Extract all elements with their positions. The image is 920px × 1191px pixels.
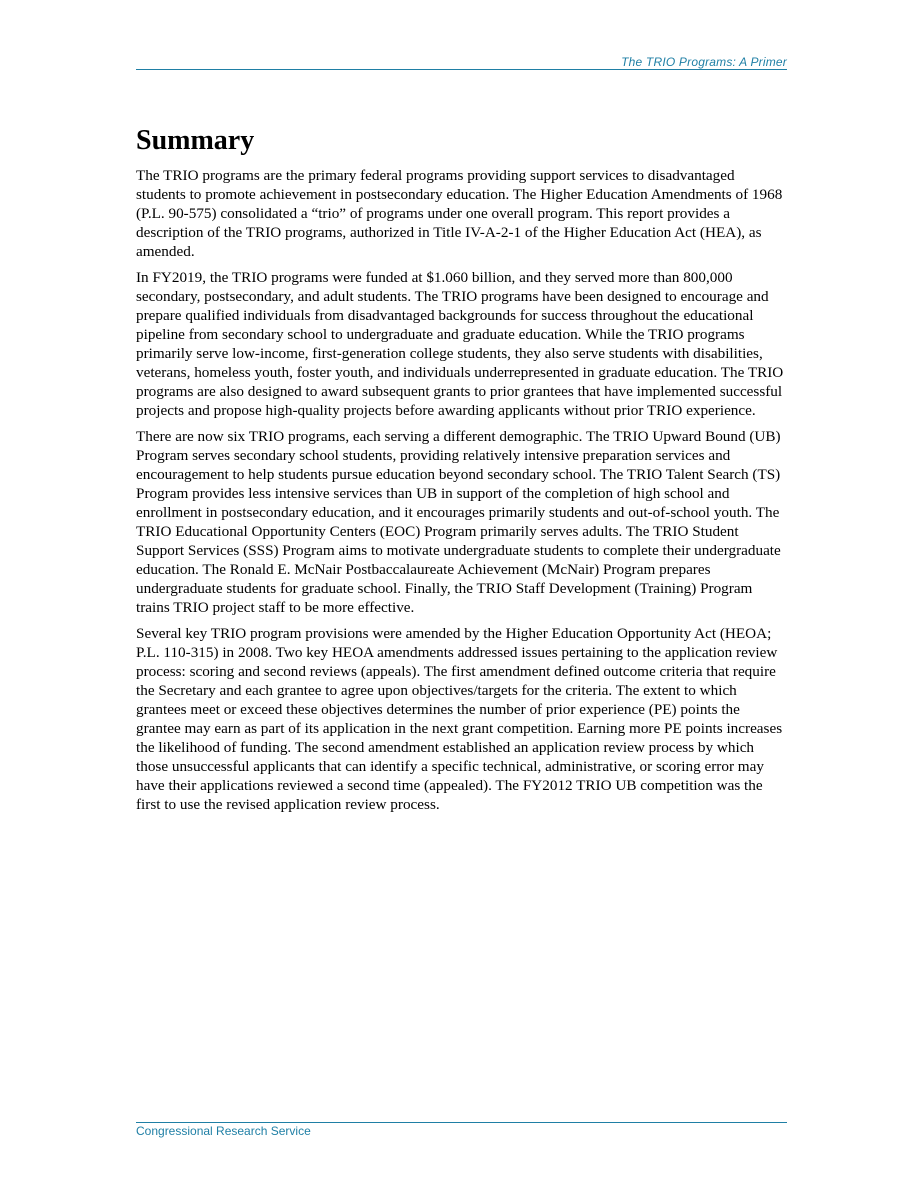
footer-divider bbox=[136, 1122, 787, 1123]
main-content bbox=[136, 124, 788, 821]
header-divider bbox=[136, 69, 787, 70]
summary-paragraph-1: The TRIO programs are the primary federal programs providing support services to disadvantaged students to promote achievement in postsecondary education. The Higher Education Amendments of 1968 (P.L. 90-575) consolidated a “trio” of programs under one overall program. This report provides a description of the TRIO programs, authorized in Title IV-A-2-1 of the Higher Education Act (HEA), as amended. bbox=[136, 167, 783, 260]
running-header: The TRIO Programs: A Primer bbox=[621, 55, 787, 69]
page-title: Summary bbox=[136, 125, 255, 156]
summary-paragraph-4: Several key TRIO program provisions were amended by the Higher Education Opportunity Act (HEOA; P.L. 110-315) in 2008. Two key HEOA amendments addressed issues pertaining to the application review process: scoring and second reviews (appeals). The first amendment defined outcome criteria that require the Secretary and each grantee to agree upon objectives/targets for the criteria. The extent to which grantees meet or exceed these objectives determines the number of prior experience (PE) points the grantee may earn as part of its application in the next grant competition. Earning more PE points increases the likelihood of funding. The second amendment established an application review process by which those unsuccessful applicants that can identify a specific technical, administrative, or scoring error may have their applications reviewed a second time (appealed). The FY2012 TRIO UB competition was the first to use the revised application review process. bbox=[136, 625, 783, 813]
summary-paragraph-3: There are now six TRIO programs, each serving a different demographic. The TRIO Upward Bound (UB) Program serves secondary school students, providing relatively intensive preparation services and encouragement to help students pursue education beyond secondary school. The TRIO Talent Search (TS) Program provides less intensive services than UB in support of the completion of high school and enrollment in postsecondary education, and it encourages primarily students and out-of-school youth. The TRIO Educational Opportunity Centers (EOC) Program primarily serves adults. The TRIO Student Support Services (SSS) Program aims to motivate undergraduate students to complete their undergraduate education. The Ronald E. McNair Postbaccalaureate Achievement (McNair) Program prepares undergraduate students for graduate school. Finally, the TRIO Staff Development (Training) Program trains TRIO project staff to be more effective. bbox=[136, 428, 781, 616]
footer-source: Congressional Research Service bbox=[136, 1124, 311, 1138]
summary-paragraph-2: In FY2019, the TRIO programs were funded at $1.060 billion, and they served more than 800,000 secondary, postsecondary, and adult students. The TRIO programs have been designed to encourage and prepare qualified individuals from disadvantaged backgrounds for success throughout the educational pipeline from secondary school to undergraduate and graduate education. While the TRIO programs primarily serve low-income, first-generation college students, they also serve students with disabilities, veterans, homeless youth, foster youth, and individuals underrepresented in graduate education. The TRIO programs are also designed to award subsequent grants to prior grantees that have implemented successful projects and propose high-quality projects before awarding applicants without prior TRIO experience. bbox=[136, 269, 784, 419]
